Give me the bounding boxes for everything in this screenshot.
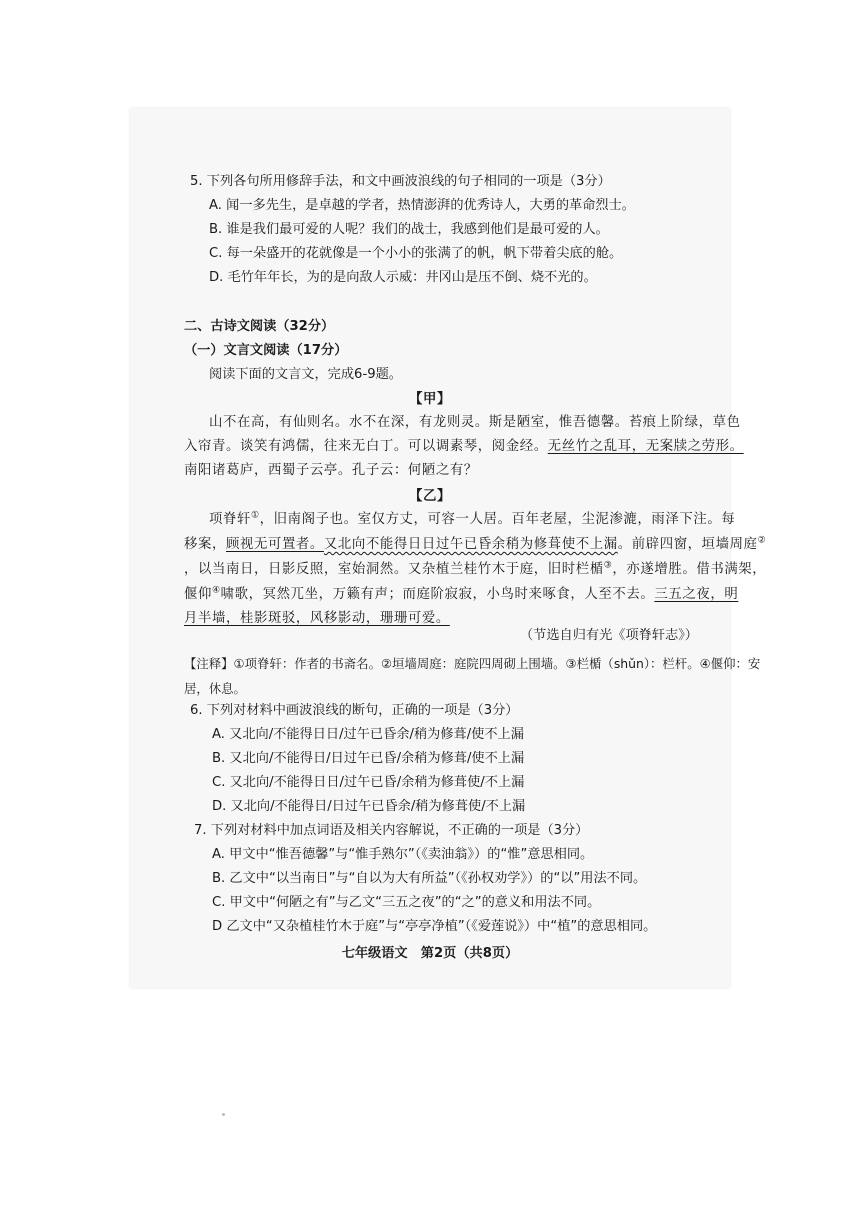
q6-option-a: A. 又北向/不能得日日/过午已昏余/稍为修葺/使不上漏 — [212, 727, 524, 742]
q5-option-a: A. 闻一多先生，是卓越的学者，热情澎湃的优秀诗人，大勇的革命烈士。 — [209, 198, 635, 213]
q7-option-d: D 乙文中“又杂植桂竹木于庭”与“亭亭净植”（《爱莲说》）中“植”的意思相同。 — [212, 919, 657, 934]
passage-yi-line3: ，以当南日，日影反照，室始洞然。又杂植兰桂竹木于庭，旧时栏楯③，亦遂增胜。借书满架， — [184, 560, 767, 577]
footnote-mark-4: ④ — [211, 585, 221, 596]
passage-jia-line2: 入帘青。谈笑有鸿儒，往来无白丁。可以调素琴，阅金经。无丝竹之乱耳，无案牍之劳形。 — [184, 439, 744, 454]
section2-instruction: 阅读下面的文言文，完成6-9题。 — [209, 367, 402, 382]
notes-line2: 居，休息。 — [184, 681, 246, 696]
q7-option-c: C. 甲文中“何陋之有”与乙文“三五之夜”的“之”的意义和用法不同。 — [212, 895, 601, 910]
page-footer: 七年级语文 第2页（共8页） — [341, 946, 519, 961]
passage-yi-label: 【乙】 — [409, 488, 451, 504]
q7-option-a: A. 甲文中“惟吾德馨”与“惟手熟尔”（《卖油翁》）的“惟”意思相同。 — [212, 847, 594, 862]
section2-heading: 二、古诗文阅读（32分） — [184, 319, 335, 334]
q5-option-d: D. 毛竹年年长，为的是向敌人示威：井冈山是压不倒、烧不光的。 — [209, 270, 597, 285]
notes-line1: 【注释】①项脊轩：作者的书斋名。②垣墙周庭：庭院四周砌上围墙。③栏楯（shǔn）：栏杆。④偃仰：安 — [184, 656, 761, 671]
section2-subheading: （一）文言文阅读（17分） — [184, 343, 348, 358]
footnote-mark-1: ① — [250, 510, 260, 521]
q7-stem: 7. 下列对材料中加点词语及相关内容解说，不正确的一项是（3分） — [194, 823, 589, 838]
passage-jia-line3: 南阳诸葛庐，西蜀子云亭。孔子云：何陋之有？ — [184, 463, 478, 478]
q5-stem: 5. 下列各句所用修辞手法，和文中画波浪线的句子相同的一项是（3分） — [190, 174, 611, 189]
q6-option-d: D. 又北向/不能得日/日过午已昏余/稍为修葺使/不上漏 — [212, 799, 526, 814]
q5-option-b: B. 谁是我们最可爱的人呢？我们的战士，我感到他们是最可爱的人。 — [209, 222, 609, 237]
passage-yi-underlined-3: 月半墙，桂影斑驳，风移影动，珊珊可爱。 — [184, 611, 450, 626]
q6-option-b: B. 又北向/不能得日/日过午已昏/余稍为修葺/使不上漏 — [212, 751, 525, 766]
passage-source: （节选自归有光《项脊轩志》） — [519, 628, 698, 643]
passage-yi-line2: 移案，顾视无可置者。又北向不能得日日过午已昏余稍为修葺使不上漏。前辟四窗，垣墙周庭② — [184, 535, 767, 552]
passage-yi-underlined-1: 顾视无可置者。 — [225, 537, 324, 552]
passage-yi-wavy-line: 又北向不能得日日过午已昏余稍为修葺使不上漏 — [323, 537, 618, 552]
passage-yi-line4: 偃仰④啸歌，冥然兀坐，万籁有声；而庭阶寂寂，小鸟时来啄食，人至不去。三五之夜，明 — [184, 585, 739, 602]
scan-speck — [222, 1113, 225, 1116]
q6-option-c: C. 又北向/不能得日日/过午已昏/余稍为修葺使/不上漏 — [212, 775, 525, 790]
passage-jia-label: 【甲】 — [409, 391, 451, 407]
q6-stem: 6. 下列对材料中画波浪线的断句，正确的一项是（3分） — [190, 703, 519, 718]
passage-yi-line5 — [184, 610, 450, 628]
q5-option-c: C. 每一朵盛开的花就像是一个小小的张满了的帆，帆下带着尖底的舱。 — [209, 246, 623, 261]
q7-option-b: B. 乙文中“以当南日”与“自以为大有所益”（《孙权劝学》）的“以”用法不同。 — [212, 871, 647, 886]
passage-yi-underlined-2: 三五之夜，明 — [654, 587, 739, 602]
passage-jia-underlined: 无丝竹之乱耳，无案牍之劳形。 — [547, 439, 744, 454]
footnote-mark-3: ③ — [603, 560, 613, 571]
passage-yi-line1: 项脊轩①，旧南阁子也。室仅方丈，可容一人居。百年老屋，尘泥渗漉，雨泽下注。每 — [209, 510, 736, 527]
passage-jia-line1: 山不在高，有仙则名。水不在深，有龙则灵。斯是陋室，惟吾德馨。苔痕上阶绿，草色 — [209, 415, 741, 430]
footnote-mark-2: ② — [757, 535, 767, 546]
